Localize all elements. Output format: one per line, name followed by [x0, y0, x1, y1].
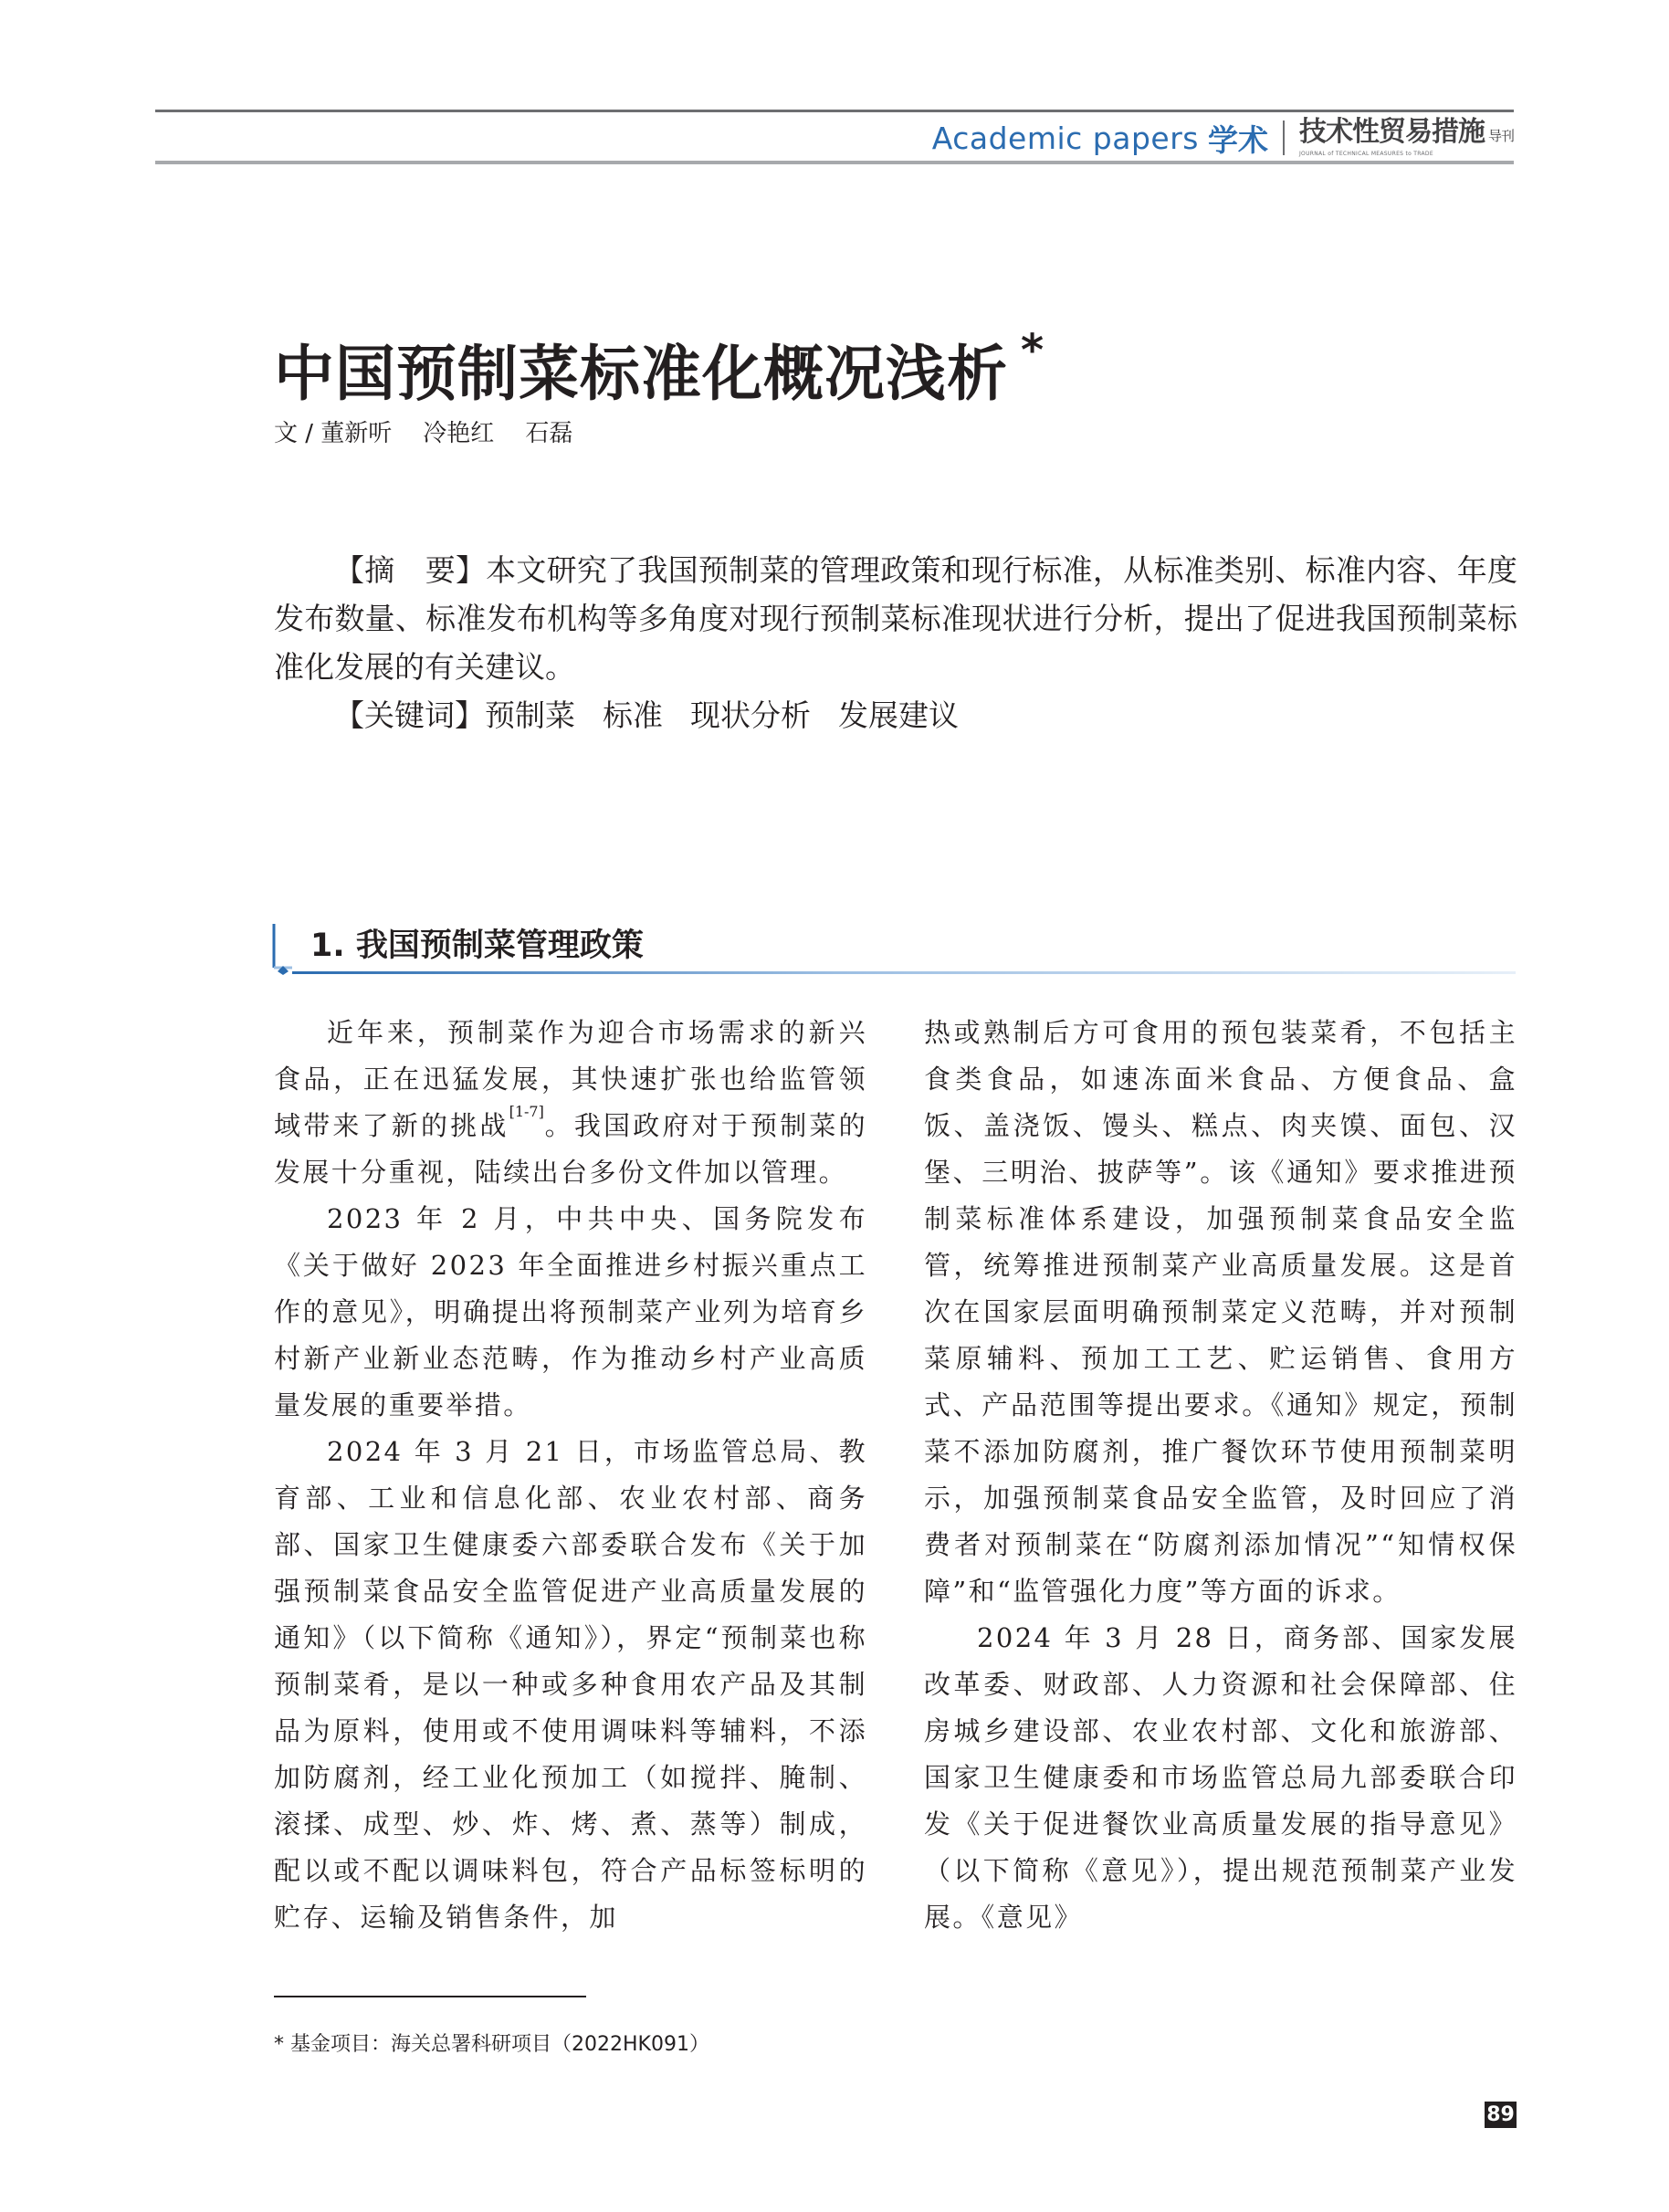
running-header: [932, 117, 1514, 159]
body-paragraph: 2023 年 2 月，中共中央、国务院发布《关于做好 2023 年全面推进乡村振兴重点工作的意见》，明确提出将预制菜产业列为培育乡村新产业新业态范畴，作为推动乡村产业高质量发展的重要举措。: [274, 1203, 867, 1421]
body-column-left: [274, 1010, 867, 1941]
author-name: 冷艳红: [423, 420, 495, 447]
section-marker-icon: [270, 922, 294, 975]
byline-first-author: 文 / 董新听: [274, 420, 393, 447]
section-label-cn: 学术: [1207, 121, 1268, 158]
journal-name: 技术性贸易措施: [1298, 116, 1485, 148]
author-byline: [274, 414, 604, 448]
header-separator: [1283, 121, 1285, 155]
keyword: 现状分析: [690, 697, 811, 733]
keyword: 标准: [603, 697, 663, 733]
abstract-text: 【摘 要】本文研究了我国预制菜的管理政策和现行标准，从标准类别、标准内容、年度发布数量、标准发布机构等多角度对现行预制菜标准现状进行分析，提出了促进我国预制菜标准化发展的有关建议。: [274, 552, 1517, 685]
keywords-line: [274, 691, 1517, 739]
footnote-rule: [274, 1996, 586, 1997]
article-title: [274, 325, 1044, 412]
author-name: 石磊: [525, 420, 573, 447]
section-heading-rule: [292, 971, 1516, 974]
body-paragraph: 2024 年 3 月 28 日，商务部、国家发展改革委、财政部、人力资源和社会保障部、住房城乡建设部、农业农村部、文化和旅游部、国家卫生健康委和市场监管总局九部委联合印发《关于促进餐饮业高质量发展的指导意见》（以下简称《意见》），提出规范预制菜产业发展。《意见》: [924, 1622, 1517, 1933]
header-bottom-rule: [155, 161, 1514, 164]
footnote: * 基金项目：海关总署科研项目（2022HK091）: [274, 2033, 709, 2056]
header-top-rule: [155, 110, 1514, 112]
body-paragraph: 2024 年 3 月 21 日，市场监管总局、教育部、工业和信息化部、农业农村部、商务部、国家卫生健康委六部委联合发布《关于加强预制菜食品安全监管促进产业高质量发展的通知》（以下简称《通知》），界定“预制菜也称预制菜肴，是以一种或多种食用农产品及其制品为原料，使用或不使用调味料等辅料，不添加防腐剂，经工业化预加工（如搅拌、腌制、滚揉、成型、炒、炸、烤、煮、蒸等）制成，配以或不配以调味料包，符合产品标签标明的贮存、运输及销售条件，加: [274, 1436, 867, 1933]
keywords-label: 【关键词】预制菜: [334, 697, 575, 733]
title-text: 中国预制菜标准化概况浅析: [274, 339, 1008, 409]
section-heading: 1. 我国预制菜管理政策: [310, 928, 644, 964]
page-number: 89: [1485, 2102, 1517, 2128]
abstract-block: [274, 546, 1517, 739]
title-footnote-mark: *: [1021, 325, 1045, 376]
keyword: 发展建议: [838, 697, 959, 733]
body-paragraph: 近年来，预制菜作为迎合市场需求的新兴食品，正在迅猛发展，其快速扩张也给监管领域带来了新的挑战[1-7]。我国政府对于预制菜的发展十分重视，陆续出台多份文件加以管理。: [274, 1017, 867, 1188]
journal-suffix: 导刊: [1487, 128, 1514, 144]
body-column-right: [924, 1010, 1517, 1941]
body-paragraph: 热或熟制后方可食用的预包装菜肴，不包括主食类食品，如速冻面米食品、方便食品、盒饭、盖浇饭、馒头、糕点、肉夹馍、面包、汉堡、三明治、披萨等”。该《通知》要求推进预制菜标准体系建设，加强预制菜食品安全监管，统筹推进预制菜产业高质量发展。这是首次在国家层面明确预制菜定义范畴，并对预制菜原辅料、预加工工艺、贮运销售、食用方式、产品范围等提出要求。《通知》规定，预制菜不添加防腐剂，推广餐饮环节使用预制菜明示，加强预制菜食品安全监管，及时回应了消费者对预制菜在“防腐剂添加情况”“知情权保障”和“监管强化力度”等方面的诉求。: [924, 1017, 1517, 1607]
journal-logo: [1299, 118, 1514, 158]
citation-ref: [1-7]: [509, 1103, 544, 1120]
section-label-en: Academic papers: [931, 120, 1199, 156]
journal-name-en: JOURNAL of TECHNICAL MEASURES to TRADE: [1298, 151, 1433, 157]
